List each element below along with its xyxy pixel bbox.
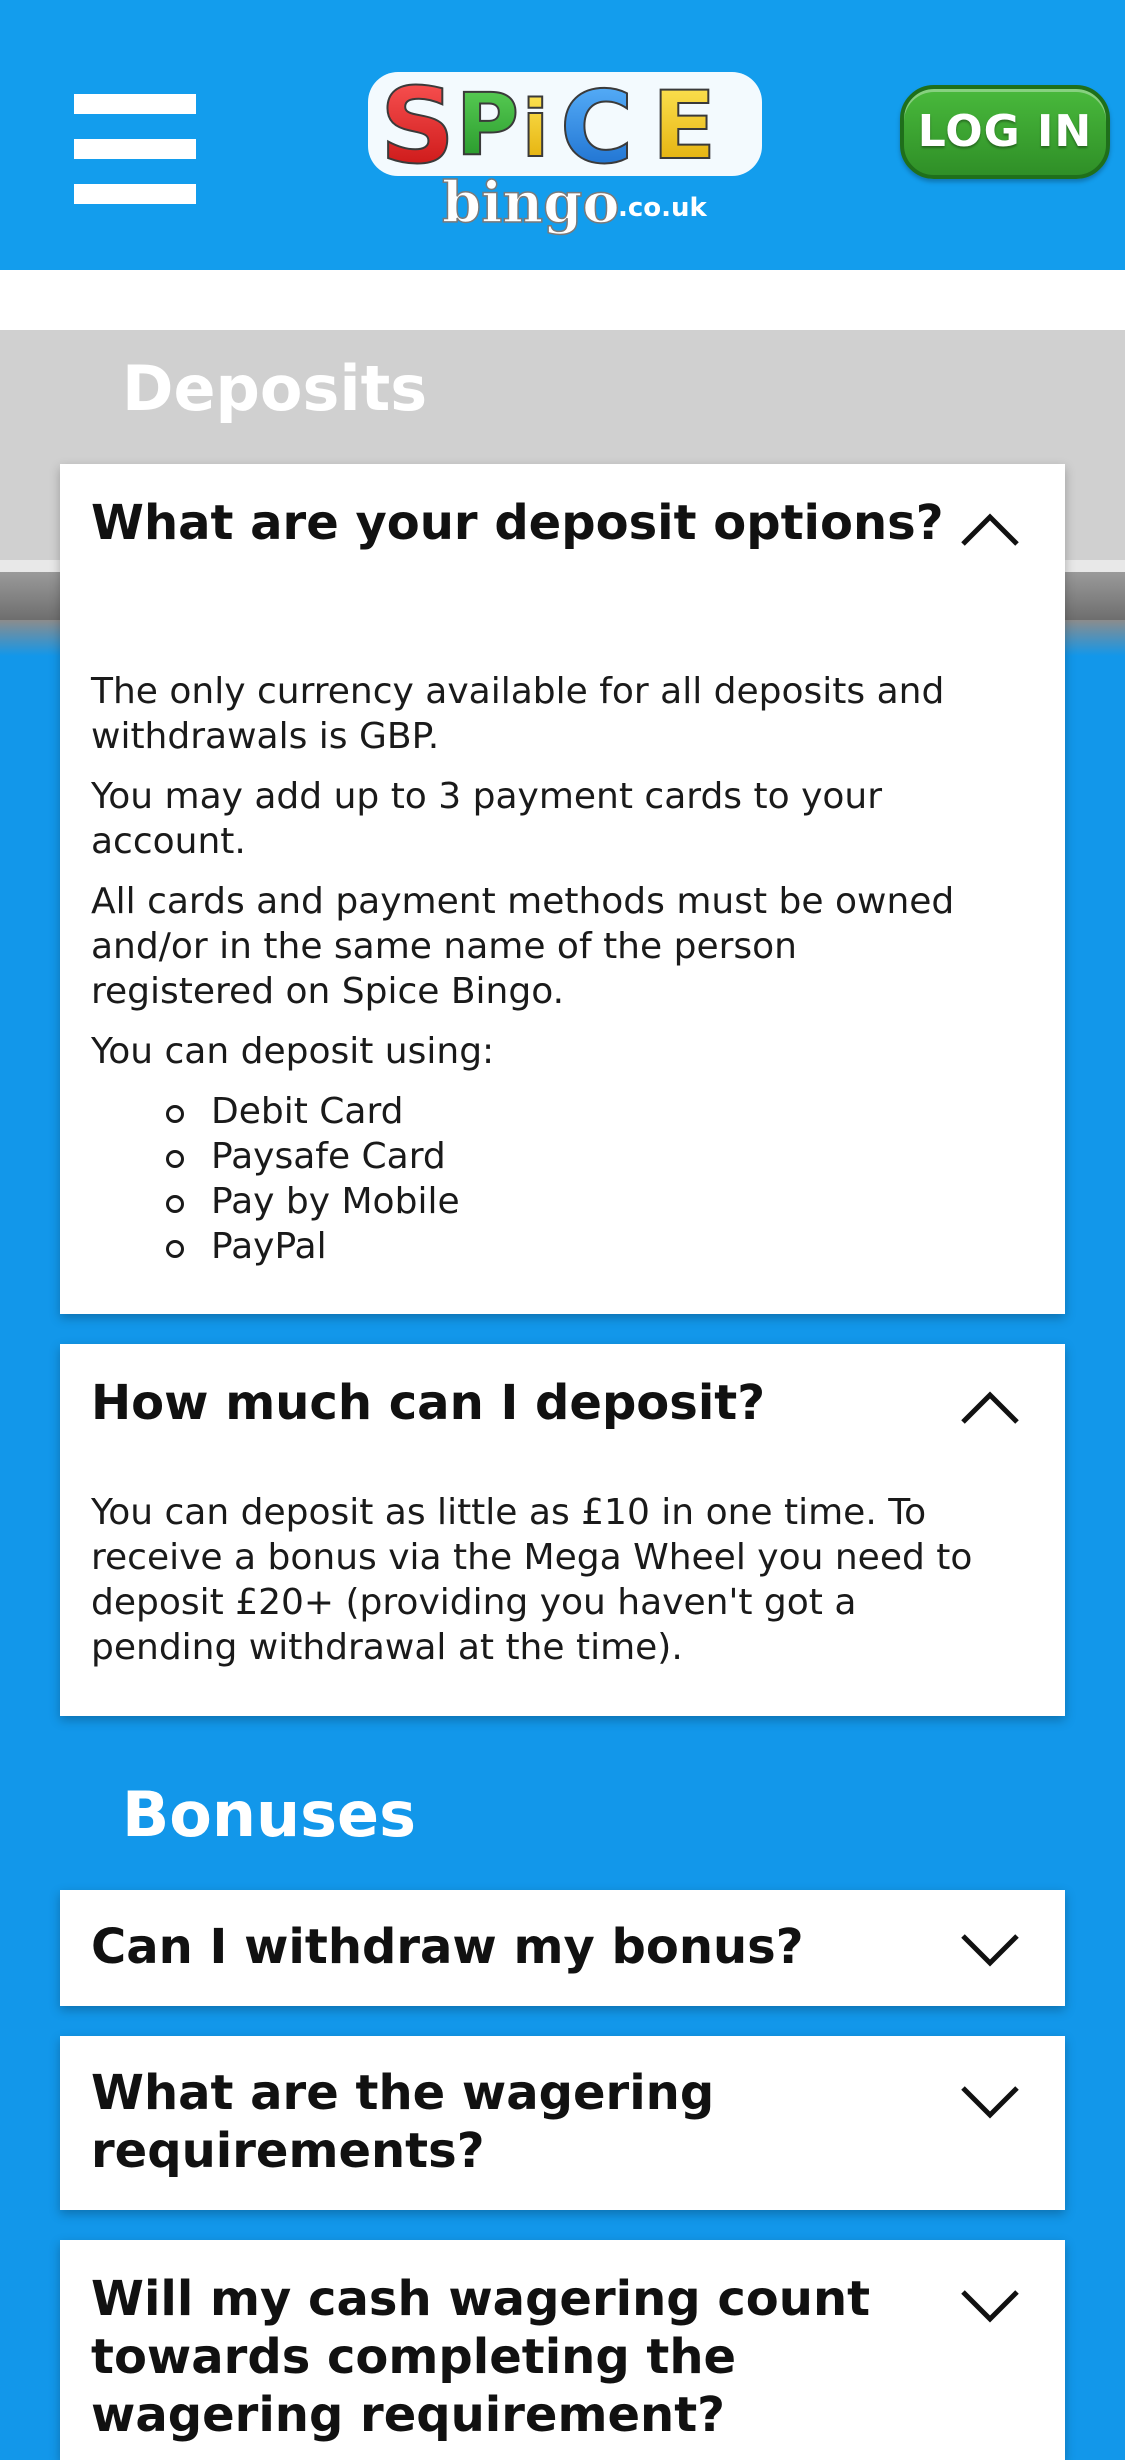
payment-methods-list [91, 1089, 991, 1269]
chevron-down-icon[interactable] [959, 2082, 1021, 2122]
spice-bingo-logo[interactable] [360, 58, 770, 240]
logo-bingo-text: bingo [442, 170, 620, 236]
answer-paragraph: You can deposit using: [91, 1031, 495, 1072]
faq-card-cash-wagering[interactable] [60, 2240, 1065, 2460]
list-item: PayPal [211, 1224, 991, 1269]
faq-question[interactable]: Can I withdraw my bonus? [91, 1919, 804, 1975]
chevron-down-icon[interactable] [959, 2286, 1021, 2326]
faq-question[interactable]: Will my cash wagering count towards completing the wagering requirement? [91, 2271, 871, 2443]
faq-answer [91, 1490, 991, 1685]
answer-paragraph: The only currency available for all deposits and withdrawals is GBP. [91, 671, 945, 757]
section-title-deposits: Deposits [122, 352, 428, 425]
chevron-up-icon[interactable] [959, 1388, 1021, 1428]
logo-letter-p: P [456, 75, 520, 175]
answer-paragraph: You may add up to 3 payment cards to your account. [91, 776, 883, 862]
logo-letter-c: C [560, 69, 634, 186]
list-item: Paysafe Card [211, 1134, 991, 1179]
hamburger-menu-icon[interactable] [74, 94, 196, 204]
login-button[interactable]: LOG IN [900, 85, 1110, 179]
site-header [0, 0, 1125, 270]
faq-question[interactable]: How much can I deposit? [91, 1375, 766, 1431]
logo-letter-i: i [522, 85, 549, 175]
logo-letter-e: E [652, 72, 717, 181]
answer-paragraph: All cards and payment methods must be owned and/or in the same name of the person registered on Spice Bingo. [91, 881, 955, 1012]
section-title-bonuses: Bonuses [122, 1778, 416, 1851]
faq-card-deposit-options [60, 464, 1065, 1314]
logo-domain-suffix: .co.uk [618, 193, 707, 223]
chevron-down-icon[interactable] [959, 1930, 1021, 1970]
answer-paragraph: You can deposit as little as £10 in one time. To receive a bonus via the Mega Wheel you need to deposit £20+ (providing you haven't got a pending withdrawal at the time). [91, 1492, 973, 1668]
faq-question[interactable]: What are the wagering requirements? [91, 2065, 715, 2179]
logo-letter-s: S [380, 65, 455, 187]
faq-card-deposit-amount [60, 1344, 1065, 1716]
header-divider [0, 270, 1125, 330]
chevron-up-icon[interactable] [959, 510, 1021, 550]
list-item: Pay by Mobile [211, 1179, 991, 1224]
faq-question[interactable]: What are your deposit options? [91, 495, 944, 551]
faq-card-wagering-requirements[interactable] [60, 2036, 1065, 2210]
faq-answer [91, 669, 991, 1269]
faq-card-withdraw-bonus[interactable] [60, 1890, 1065, 2006]
list-item: Debit Card [211, 1089, 991, 1134]
